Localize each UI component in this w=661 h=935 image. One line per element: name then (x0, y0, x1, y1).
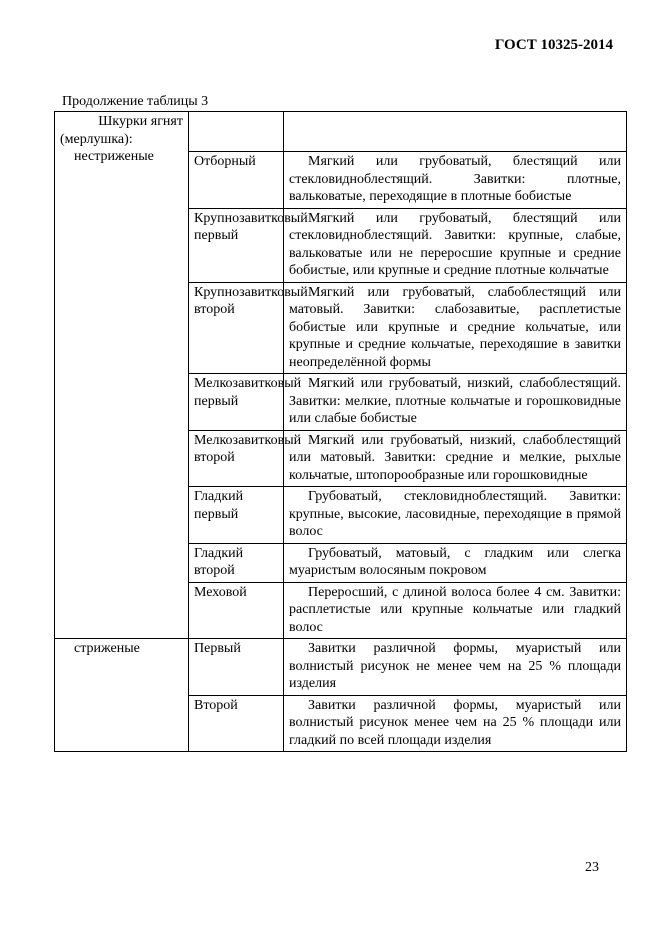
description-cell: Мягкий или грубоватый, слабоблестящий или матовый. Завитки: слабозавитые, расплетистые бобистые или крупные и средние кольчатые, или крупные и средние кольчатые, переходяшие в завитки неопределённой формы (284, 282, 627, 374)
grade-cell: Крупнозавитковый второй (189, 282, 284, 374)
table-row (55, 639, 627, 696)
grade-cell (189, 112, 284, 152)
category-cell-empty (55, 695, 189, 752)
category-cell-empty (55, 543, 189, 582)
description-cell: Мягкий или грубоватый, блестящий или стекловидноблестящий. Завитки: крупные, слабые, вальковатые или не переросшие крупные и средние бобистые, или крупные и средние плотные кольчатые (284, 208, 627, 282)
category-line-2: (мерлушка): (60, 131, 133, 147)
grade-cell: Первый (189, 639, 284, 696)
description-cell: Мягкий или грубоватый, низкий, слабоблестящий. Завитки: мелкие, плотные кольчатые и горошковидные или слабые бобистые (284, 374, 627, 431)
category-cell-empty (55, 374, 189, 431)
category-cell (55, 112, 189, 209)
description-cell: Завитки различной формы, муаристый или волнистый рисунок не менее чем на 25 % площади изделия (284, 639, 627, 696)
table-row (55, 282, 627, 374)
category-cell-empty (55, 582, 189, 639)
category-line-3: нестриженые (74, 149, 154, 164)
category-cell-empty (55, 487, 189, 544)
grades-table (54, 111, 627, 752)
grade-cell: Гладкий второй (189, 543, 284, 582)
description-cell: Мягкий или грубоватый, низкий, слабоблестящий или матовый. Завитки: средние и мелкие, рыхлые кольчатые, штопорообразные или горошковидные (284, 430, 627, 487)
grade-cell: Второй (189, 695, 284, 752)
grade-cell: Отборный (189, 152, 284, 209)
grade-cell: Крупнозавитковый первый (189, 208, 284, 282)
table-row (55, 112, 627, 152)
table-row (55, 430, 627, 487)
table-row (55, 695, 627, 752)
table-row (55, 543, 627, 582)
table-row (55, 208, 627, 282)
description-cell: Завитки различной формы, муаристый или волнистый рисунок менее чем на 25 % площади или гладкий по всей площади изделия (284, 695, 627, 752)
description-cell (284, 112, 627, 152)
description-cell: Грубоватый, матовый, с гладким или слегка муаристым волосяным покровом (284, 543, 627, 582)
document-code: ГОСТ 10325-2014 (494, 37, 613, 53)
description-cell: Грубоватый, стекловидноблестящий. Завитки: крупные, высокие, ласовидные, переходящие в прямой волос (284, 487, 627, 544)
grade-cell: Мелкозавитковый первый (189, 374, 284, 431)
category-cell-empty (55, 208, 189, 282)
category-label: стриженые (74, 641, 140, 656)
table-row (55, 374, 627, 431)
table-caption: Продолжение таблицы 3 (62, 94, 209, 109)
grade-cell: Мелкозавитковый второй (189, 430, 284, 487)
category-cell-empty (55, 282, 189, 374)
grade-cell: Меховой (189, 582, 284, 639)
category-cell-empty (55, 430, 189, 487)
description-cell: Мягкий или грубоватый, блестящий или стекловидноблестящий. Завитки: плотные, вальковатые, переходящие в плотные бобистые (284, 152, 627, 209)
description-cell: Переросший, с длиной волоса более 4 см. Завитки: расплетистые или крупные кольчатые или гладкий волос (284, 582, 627, 639)
table-row (55, 582, 627, 639)
category-line-1: Шкурки ягнят (98, 114, 183, 129)
grade-cell: Гладкий первый (189, 487, 284, 544)
page-number: 23 (585, 860, 599, 875)
category-cell (55, 639, 189, 696)
table-row (55, 487, 627, 544)
